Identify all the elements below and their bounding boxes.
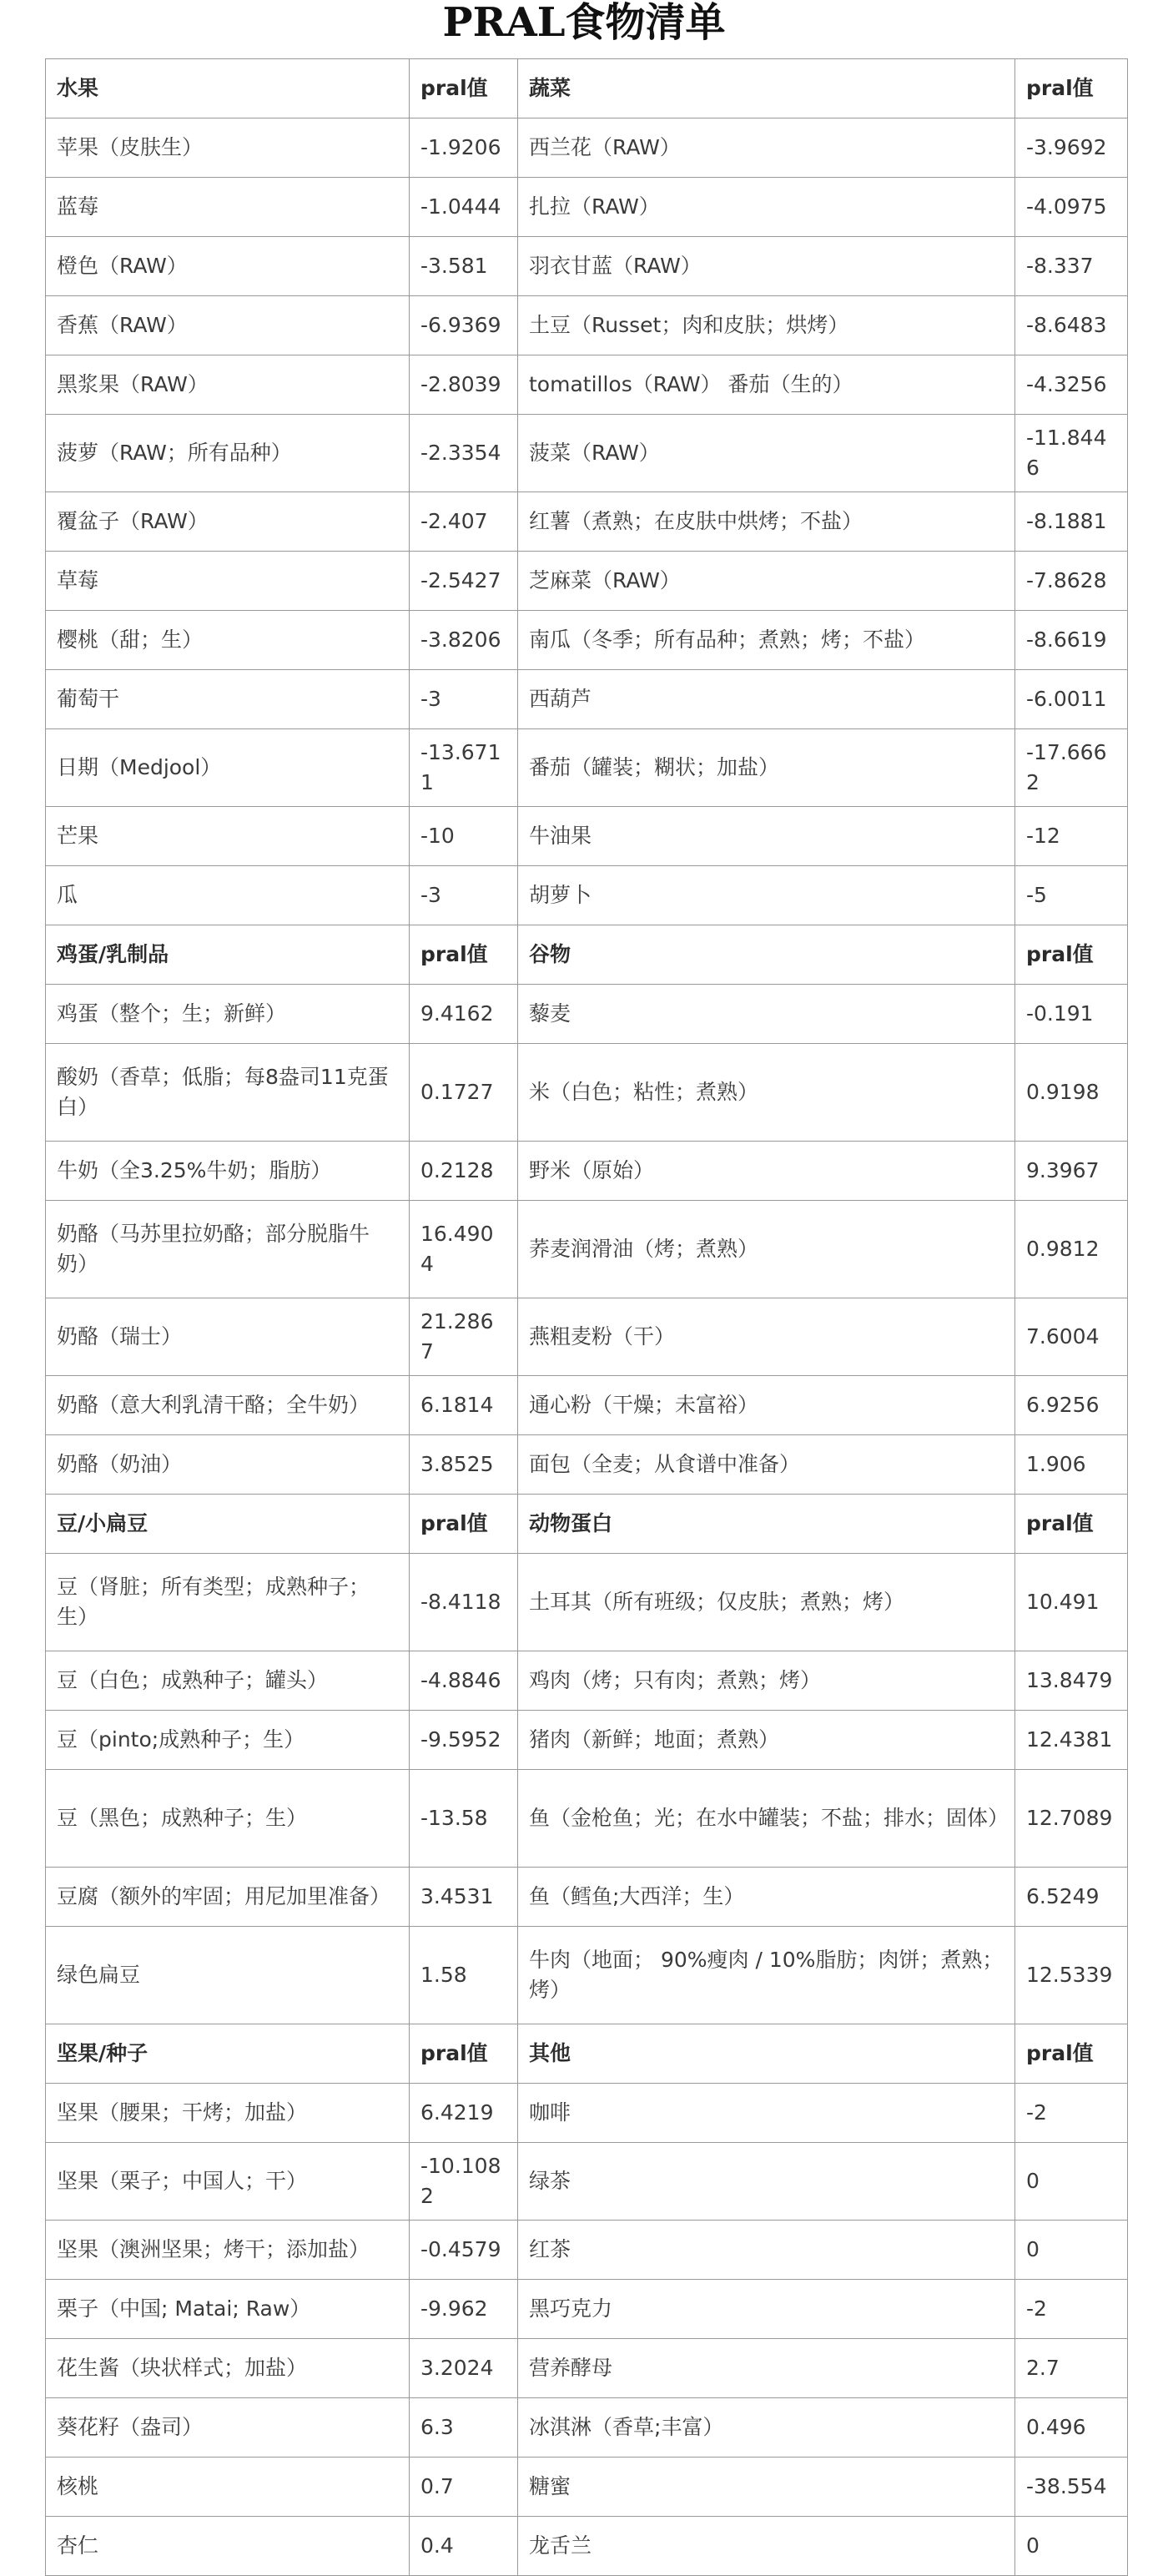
food-name-cell: 奶酪（奶油） [46, 1435, 410, 1495]
food-name-cell: 荞麦润滑油（烤；煮熟） [518, 1201, 1015, 1298]
section-left-header: 水果 [46, 59, 410, 118]
table-row [46, 1651, 1128, 1711]
table-row [46, 1044, 1128, 1142]
pral-value-cell: 3.8525 [410, 1435, 518, 1495]
table-row [46, 2143, 1128, 2221]
section-right-value-header: pral值 [1015, 59, 1128, 118]
pral-value-cell: 13.8479 [1015, 1651, 1128, 1711]
food-name-cell: 西葫芦 [518, 670, 1015, 729]
food-name-cell: 菠菜（RAW） [518, 415, 1015, 492]
pral-value-cell: -7.8628 [1015, 552, 1128, 611]
pral-value-cell: 1.906 [1015, 1435, 1128, 1495]
section-right-header: 动物蛋白 [518, 1495, 1015, 1554]
food-name-cell: 番茄（罐装；糊状；加盐） [518, 729, 1015, 807]
table-row [46, 1927, 1128, 2024]
table-row [46, 985, 1128, 1044]
pral-value-cell: 1.58 [410, 1927, 518, 2024]
table-row [46, 2221, 1128, 2280]
table-row [46, 2398, 1128, 2458]
section-left-header: 鸡蛋/乳制品 [46, 925, 410, 985]
pral-value-cell: 0.1727 [410, 1044, 518, 1142]
table-row [46, 611, 1128, 670]
food-name-cell: 鱼（金枪鱼；光；在水中罐装；不盐；排水；固体） [518, 1770, 1015, 1868]
food-name-cell: 坚果（腰果；干烤；加盐） [46, 2084, 410, 2143]
pral-value-cell: -13.6711 [410, 729, 518, 807]
food-name-cell: 鸡肉（烤；只有肉；煮熟；烤） [518, 1651, 1015, 1711]
pral-value-cell: 0.7 [410, 2458, 518, 2517]
food-name-cell: 土耳其（所有班级；仅皮肤；煮熟；烤） [518, 1554, 1015, 1651]
section-header-row [46, 925, 1128, 985]
section-right-header: 谷物 [518, 925, 1015, 985]
pral-value-cell: -8.6619 [1015, 611, 1128, 670]
pral-value-cell: 6.4219 [410, 2084, 518, 2143]
food-name-cell: 黑浆果（RAW） [46, 355, 410, 415]
food-name-cell: 核桃 [46, 2458, 410, 2517]
table-row [46, 2280, 1128, 2339]
table-row [46, 1868, 1128, 1927]
food-name-cell: 野米（原始） [518, 1142, 1015, 1201]
section-header-row [46, 59, 1128, 118]
pral-value-cell: -12 [1015, 807, 1128, 866]
food-name-cell: 西兰花（RAW） [518, 118, 1015, 178]
food-name-cell: 牛奶（全3.25%牛奶；脂肪） [46, 1142, 410, 1201]
food-name-cell: 芒果 [46, 807, 410, 866]
pral-value-cell: 6.1814 [410, 1376, 518, 1435]
food-name-cell: 酸奶（香草；低脂；每8盎司11克蛋白） [46, 1044, 410, 1142]
food-name-cell: 奶酪（马苏里拉奶酪；部分脱脂牛奶） [46, 1201, 410, 1298]
section-left-value-header: pral值 [410, 925, 518, 985]
pral-value-cell: 12.4381 [1015, 1711, 1128, 1770]
food-name-cell: 黑巧克力 [518, 2280, 1015, 2339]
pral-value-cell: 6.3 [410, 2398, 518, 2458]
table-row [46, 355, 1128, 415]
pral-value-cell: -8.1881 [1015, 492, 1128, 552]
pral-value-cell: -8.6483 [1015, 296, 1128, 355]
food-name-cell: 樱桃（甜；生） [46, 611, 410, 670]
food-name-cell: 龙舌兰 [518, 2517, 1015, 2576]
section-header-row [46, 1495, 1128, 1554]
pral-value-cell: -6.9369 [410, 296, 518, 355]
food-name-cell: 花生酱（块状样式；加盐） [46, 2339, 410, 2398]
food-name-cell: 牛油果 [518, 807, 1015, 866]
table-row [46, 552, 1128, 611]
table-row [46, 866, 1128, 925]
table-row [46, 118, 1128, 178]
pral-value-cell: -2.3354 [410, 415, 518, 492]
food-name-cell: 杏仁 [46, 2517, 410, 2576]
pral-value-cell: -11.8446 [1015, 415, 1128, 492]
food-name-cell: 米（白色；粘性；煮熟） [518, 1044, 1015, 1142]
food-name-cell: 芝麻菜（RAW） [518, 552, 1015, 611]
pral-value-cell: -9.5952 [410, 1711, 518, 1770]
pral-value-cell: 0.496 [1015, 2398, 1128, 2458]
pral-value-cell: 16.4904 [410, 1201, 518, 1298]
food-name-cell: 猪肉（新鲜；地面；煮熟） [518, 1711, 1015, 1770]
food-name-cell: 蓝莓 [46, 178, 410, 237]
food-name-cell: 豆（pinto;成熟种子；生） [46, 1711, 410, 1770]
table-row [46, 1711, 1128, 1770]
food-name-cell: 坚果（栗子；中国人；干） [46, 2143, 410, 2221]
pral-value-cell: -0.191 [1015, 985, 1128, 1044]
pral-value-cell: 10.491 [1015, 1554, 1128, 1651]
section-right-value-header: pral值 [1015, 2024, 1128, 2084]
table-row [46, 2339, 1128, 2398]
food-name-cell: 瓜 [46, 866, 410, 925]
pral-value-cell: -0.4579 [410, 2221, 518, 2280]
pral-value-cell: 0 [1015, 2143, 1128, 2221]
food-name-cell: 胡萝卜 [518, 866, 1015, 925]
food-name-cell: 豆（肾脏；所有类型；成熟种子；生） [46, 1554, 410, 1651]
pral-value-cell: 0 [1015, 2221, 1128, 2280]
food-name-cell: 坚果（澳洲坚果；烤干；添加盐） [46, 2221, 410, 2280]
pral-value-cell: -2.8039 [410, 355, 518, 415]
pral-value-cell: 0.9198 [1015, 1044, 1128, 1142]
table-row [46, 178, 1128, 237]
food-name-cell: 鱼（鳕鱼;大西洋；生） [518, 1868, 1015, 1927]
section-left-header: 豆/小扁豆 [46, 1495, 410, 1554]
food-name-cell: 绿茶 [518, 2143, 1015, 2221]
food-name-cell: 奶酪（意大利乳清干酪；全牛奶） [46, 1376, 410, 1435]
food-name-cell: 豆（白色；成熟种子；罐头） [46, 1651, 410, 1711]
section-right-header: 蔬菜 [518, 59, 1015, 118]
pral-value-cell: -17.6662 [1015, 729, 1128, 807]
section-left-value-header: pral值 [410, 1495, 518, 1554]
section-right-header: 其他 [518, 2024, 1015, 2084]
pral-value-cell: -4.3256 [1015, 355, 1128, 415]
food-name-cell: 通心粉（干燥；未富裕） [518, 1376, 1015, 1435]
pral-value-cell: -4.0975 [1015, 178, 1128, 237]
pral-value-cell: 0.2128 [410, 1142, 518, 1201]
pral-value-cell: 0.4 [410, 2517, 518, 2576]
food-name-cell: 营养酵母 [518, 2339, 1015, 2398]
pral-value-cell: -3.8206 [410, 611, 518, 670]
food-name-cell: 冰淇淋（香草;丰富） [518, 2398, 1015, 2458]
pral-value-cell: -1.0444 [410, 178, 518, 237]
pral-value-cell: -3 [410, 866, 518, 925]
pral-value-cell: 6.9256 [1015, 1376, 1128, 1435]
pral-value-cell: 21.2867 [410, 1298, 518, 1376]
food-name-cell: 菠萝（RAW；所有品种） [46, 415, 410, 492]
table-row [46, 729, 1128, 807]
food-name-cell: 葵花籽（盎司） [46, 2398, 410, 2458]
food-name-cell: tomatillos（RAW） 番茄（生的） [518, 355, 1015, 415]
table-row [46, 1142, 1128, 1201]
table-row [46, 807, 1128, 866]
pral-value-cell: -6.0011 [1015, 670, 1128, 729]
section-right-value-header: pral值 [1015, 925, 1128, 985]
food-name-cell: 草莓 [46, 552, 410, 611]
table-row [46, 296, 1128, 355]
food-name-cell: 橙色（RAW） [46, 237, 410, 296]
pral-value-cell: -38.554 [1015, 2458, 1128, 2517]
pral-value-cell: 9.4162 [410, 985, 518, 1044]
pral-value-cell: 0 [1015, 2517, 1128, 2576]
section-header-row [46, 2024, 1128, 2084]
pral-value-cell: 2.7 [1015, 2339, 1128, 2398]
table-row [46, 1770, 1128, 1868]
pral-value-cell: 0.9812 [1015, 1201, 1128, 1298]
pral-value-cell: -3.581 [410, 237, 518, 296]
pral-value-cell: -13.58 [410, 1770, 518, 1868]
pral-value-cell: 3.2024 [410, 2339, 518, 2398]
pral-value-cell: 3.4531 [410, 1868, 518, 1927]
pral-value-cell: -2 [1015, 2280, 1128, 2339]
food-name-cell: 藜麦 [518, 985, 1015, 1044]
section-left-value-header: pral值 [410, 2024, 518, 2084]
pral-value-cell: -1.9206 [410, 118, 518, 178]
section-left-header: 坚果/种子 [46, 2024, 410, 2084]
section-right-value-header: pral值 [1015, 1495, 1128, 1554]
table-row [46, 1376, 1128, 1435]
food-name-cell: 燕粗麦粉（干） [518, 1298, 1015, 1376]
food-name-cell: 绿色扁豆 [46, 1927, 410, 2024]
pral-value-cell: -3.9692 [1015, 118, 1128, 178]
pral-value-cell: -8.4118 [410, 1554, 518, 1651]
table-row [46, 1298, 1128, 1376]
pral-table-body [46, 59, 1128, 2576]
food-name-cell: 糖蜜 [518, 2458, 1015, 2517]
table-row [46, 1435, 1128, 1495]
pral-value-cell: 7.6004 [1015, 1298, 1128, 1376]
pral-value-cell: -4.8846 [410, 1651, 518, 1711]
food-name-cell: 扎拉（RAW） [518, 178, 1015, 237]
table-row [46, 492, 1128, 552]
food-name-cell: 面包（全麦；从食谱中准备） [518, 1435, 1015, 1495]
food-name-cell: 栗子（中国; Matai; Raw） [46, 2280, 410, 2339]
food-name-cell: 红薯（煮熟；在皮肤中烘烤；不盐） [518, 492, 1015, 552]
food-name-cell: 南瓜（冬季；所有品种；煮熟；烤；不盐） [518, 611, 1015, 670]
table-row [46, 415, 1128, 492]
table-row [46, 2084, 1128, 2143]
page-title: PRAL食物清单 [442, 0, 726, 46]
table-row [46, 670, 1128, 729]
food-name-cell: 豆腐（额外的牢固；用尼加里准备） [46, 1868, 410, 1927]
food-name-cell: 咖啡 [518, 2084, 1015, 2143]
table-row [46, 1554, 1128, 1651]
pral-value-cell: 6.5249 [1015, 1868, 1128, 1927]
food-name-cell: 红茶 [518, 2221, 1015, 2280]
food-name-cell: 豆（黑色；成熟种子；生） [46, 1770, 410, 1868]
table-row [46, 1201, 1128, 1298]
food-name-cell: 奶酪（瑞士） [46, 1298, 410, 1376]
food-name-cell: 羽衣甘蓝（RAW） [518, 237, 1015, 296]
food-name-cell: 鸡蛋（整个；生；新鲜） [46, 985, 410, 1044]
table-row [46, 2517, 1128, 2576]
pral-value-cell: -5 [1015, 866, 1128, 925]
food-name-cell: 苹果（皮肤生） [46, 118, 410, 178]
pral-value-cell: -3 [410, 670, 518, 729]
pral-value-cell: -2.407 [410, 492, 518, 552]
pral-value-cell: 12.7089 [1015, 1770, 1128, 1868]
food-name-cell: 葡萄干 [46, 670, 410, 729]
pral-value-cell: 12.5339 [1015, 1927, 1128, 2024]
pral-value-cell: -10 [410, 807, 518, 866]
table-row [46, 237, 1128, 296]
section-left-value-header: pral值 [410, 59, 518, 118]
food-name-cell: 土豆（Russet；肉和皮肤；烘烤） [518, 296, 1015, 355]
pral-value-cell: -10.1082 [410, 2143, 518, 2221]
food-name-cell: 覆盆子（RAW） [46, 492, 410, 552]
pral-value-cell: 9.3967 [1015, 1142, 1128, 1201]
pral-value-cell: -2 [1015, 2084, 1128, 2143]
pral-value-cell: -9.962 [410, 2280, 518, 2339]
food-name-cell: 牛肉（地面； 90%瘦肉 / 10%脂肪；肉饼；煮熟；烤） [518, 1927, 1015, 2024]
pral-table [45, 58, 1128, 2576]
pral-value-cell: -8.337 [1015, 237, 1128, 296]
food-name-cell: 日期（Medjool） [46, 729, 410, 807]
food-name-cell: 香蕉（RAW） [46, 296, 410, 355]
pral-value-cell: -2.5427 [410, 552, 518, 611]
